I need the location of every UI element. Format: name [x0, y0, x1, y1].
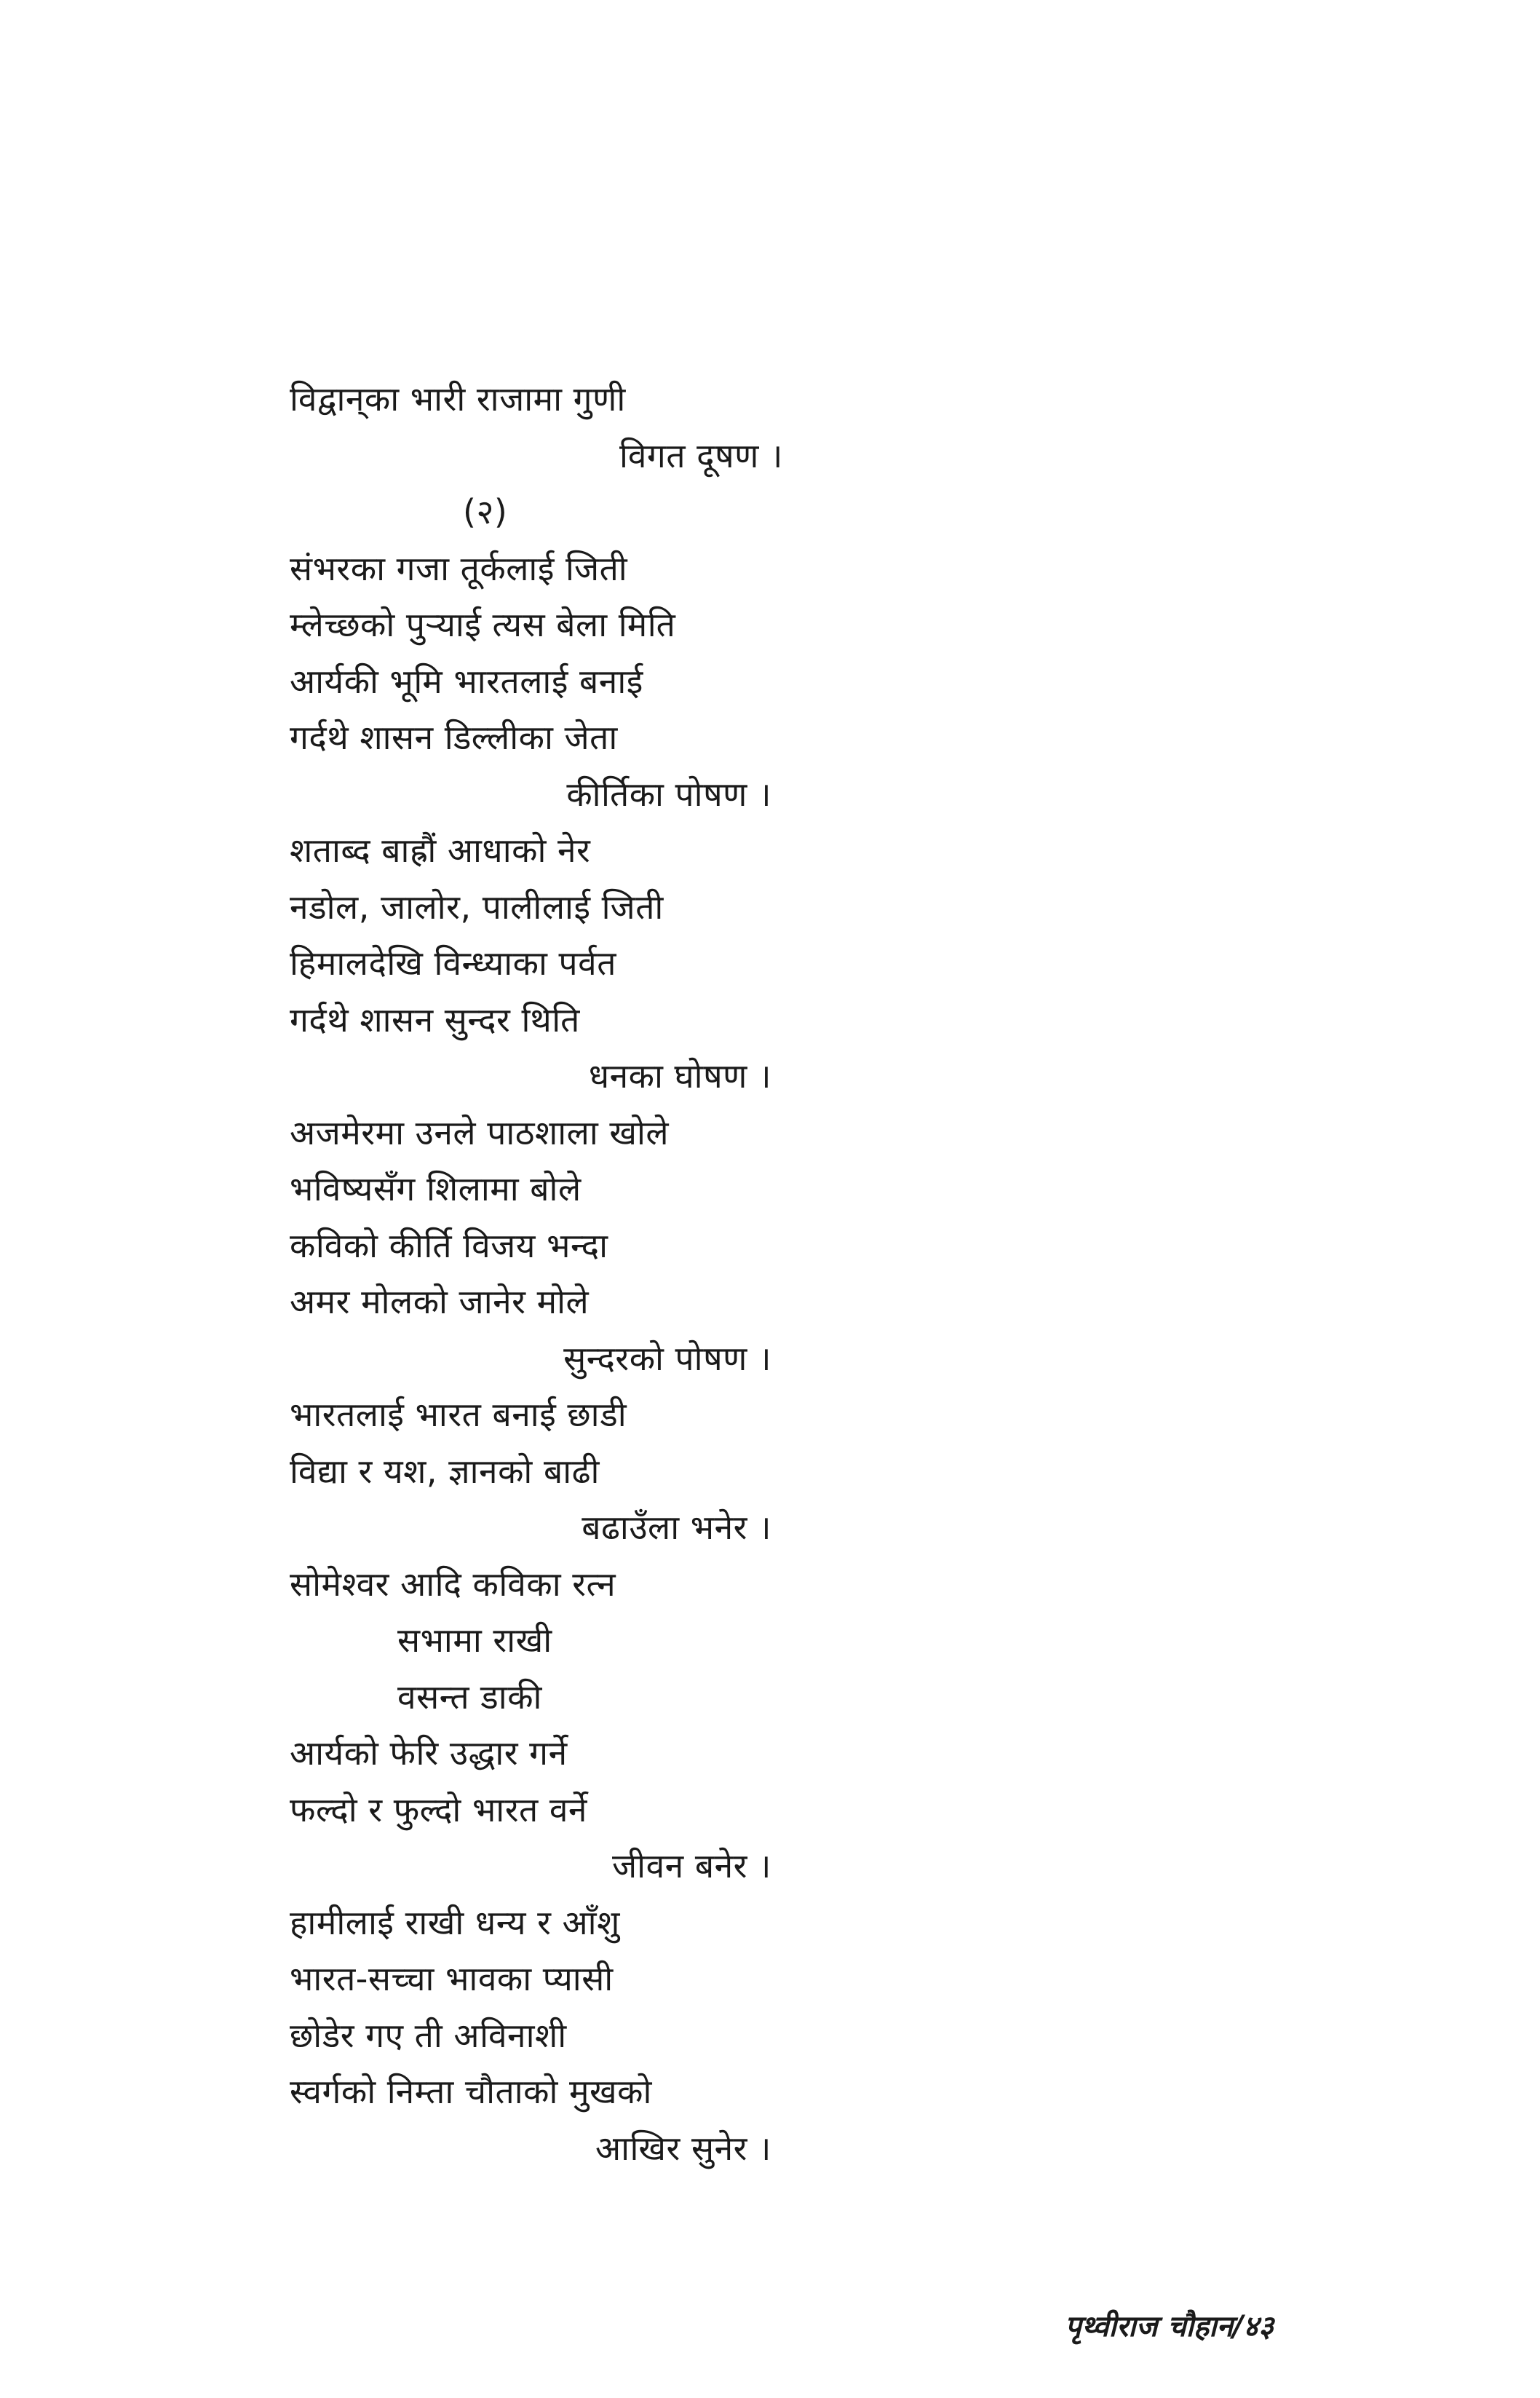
poem-refrain-line: विगत दूषण । [619, 435, 783, 475]
poem-refrain-line: धनका घोषण । [588, 1056, 771, 1096]
poem-refrain-line: जीवन बनेर । [612, 1846, 771, 1885]
poem-line: आर्यकी भूमि भारतलाई बनाई [290, 661, 643, 701]
poem-line: भारत-सच्चा भावका प्यासी [290, 1959, 614, 1998]
poem-line: भारतलाई भारत बनाई छाडी [290, 1395, 627, 1434]
poem-line: गर्दथे शासन डिल्लीका जेता [290, 718, 618, 757]
poem-line: अजमेरमा उनले पाठशाला खोले [290, 1112, 670, 1152]
poem-line: हिमालदेखि विन्ध्याका पर्वत [290, 943, 616, 983]
running-footer: पृथ्वीराज चौहान/४३ [1065, 2310, 1274, 2343]
poem-line: आर्यको फेरि उद्धार गर्ने [290, 1733, 568, 1773]
poem-line: संभरका गजा तूर्कलाई जिती [290, 548, 628, 588]
poem-line: विद्या र यश, ज्ञानको बाढी [290, 1451, 600, 1491]
poem-line: छोडेर गए ती अविनाशी [290, 2015, 567, 2055]
section-number: (२) [463, 492, 508, 531]
poem-line: अमर मोलको जानेर मोले [290, 1282, 590, 1321]
poem-line: वसन्त डाकी [397, 1677, 542, 1717]
poem-body [290, 371, 843, 2177]
poem-line: गर्दथे शासन सुन्दर थिति [290, 1000, 580, 1040]
poem-line: नडोल, जालोर, पालीलाई जिती [290, 887, 664, 927]
poem-line: हामीलाई राखी धन्य र आँशु [290, 1902, 620, 1942]
poem-refrain-line: सुन्दरको पोषण । [563, 1338, 771, 1378]
poem-refrain-line: आखिर सुनेर । [595, 2128, 771, 2168]
poem-refrain-line: कीर्तिका पोषण । [566, 774, 771, 814]
poem-line: स्वर्गको निम्ता चौताको मुखको [290, 2072, 652, 2111]
poem-line: भविष्यसँग शिलामा बोले [290, 1169, 582, 1208]
poem-line: म्लेच्छको पुर्‍याई त्यस बेला मिति [290, 605, 676, 644]
poem-line: विद्वान्‌का भारी राजामा गुणी [290, 379, 626, 419]
poem-line: सभामा राखी [397, 1621, 552, 1660]
poem-line: सोमेश्वर आदि कविका रत्न [290, 1564, 616, 1604]
poem-refrain-line: बढाउँला भनेर । [582, 1508, 771, 1547]
poem-line: कविको कीर्ति विजय भन्दा [290, 1225, 608, 1265]
poem-line: शताब्द बाह्रौं आधाको नेर [290, 831, 591, 870]
poem-line: फल्दो र फुल्दो भारत वर्ने [290, 1789, 587, 1829]
